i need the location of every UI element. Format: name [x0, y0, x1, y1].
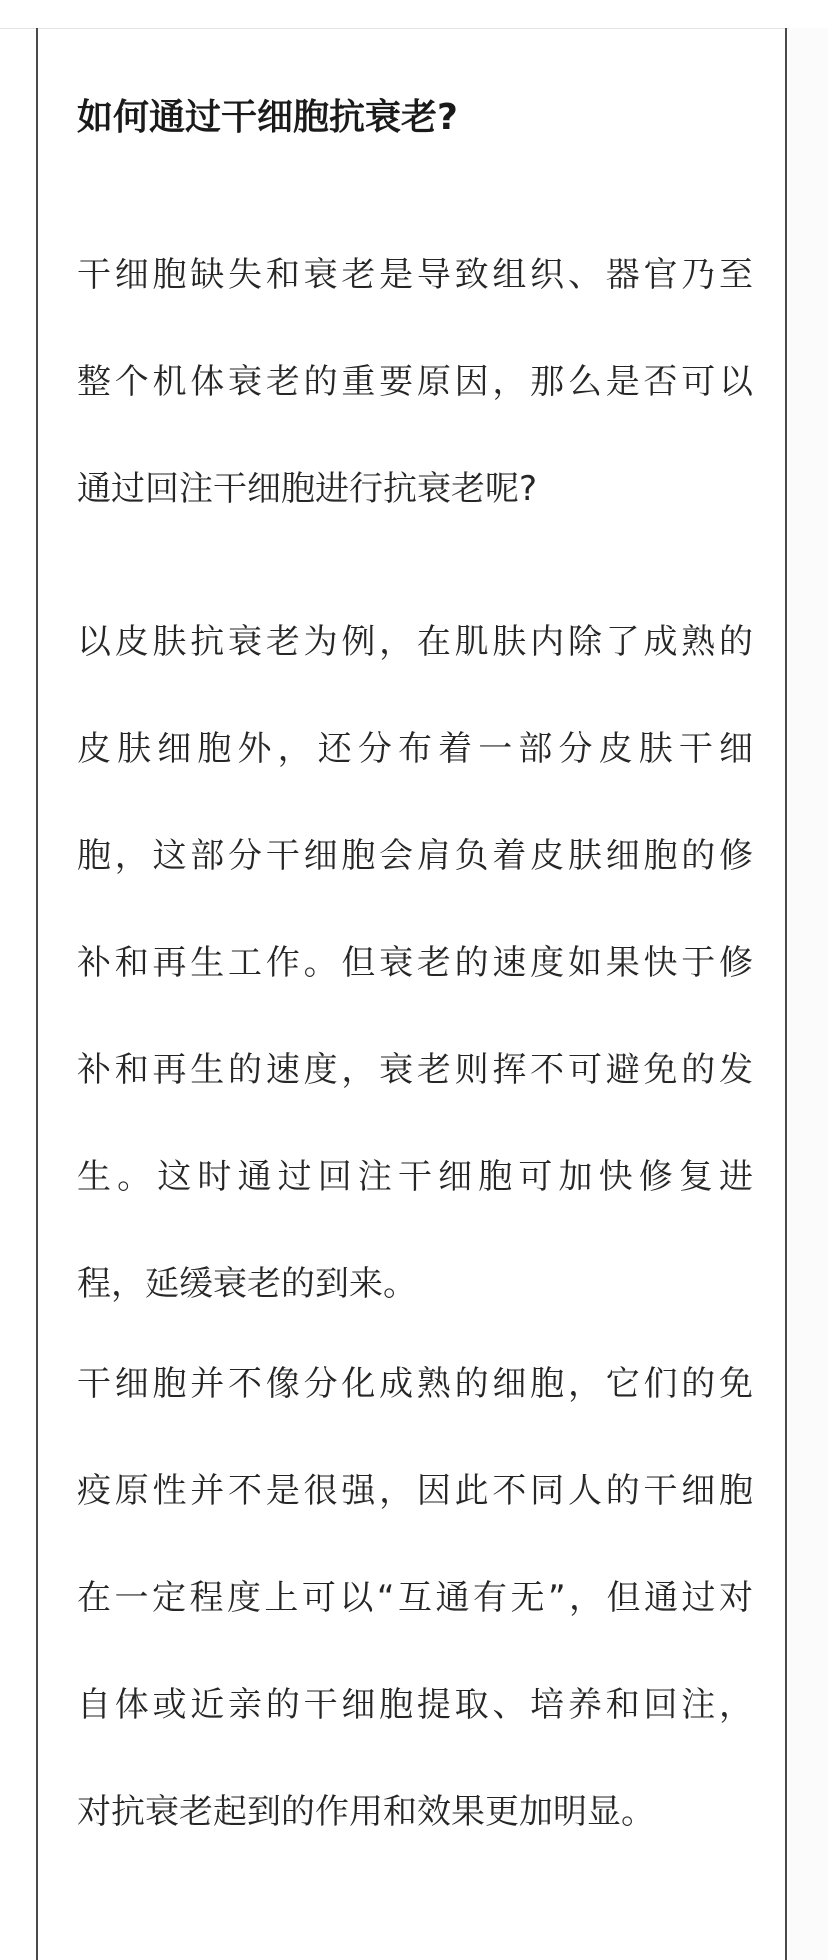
paragraph-line: 皮肤细胞外，还分布着一部分皮肤干细 [77, 729, 753, 769]
paragraph-line: 疫原性并不是很强，因此不同人的干细胞 [77, 1471, 753, 1511]
paragraph-line: 干细胞缺失和衰老是导致组织、器官乃至 [77, 255, 753, 295]
paragraph-line: 整个机体衰老的重要原因，那么是否可以 [77, 362, 753, 402]
paragraph-line: 自体或近亲的干细胞提取、培养和回注， [77, 1685, 753, 1725]
paragraph-3 [77, 1331, 753, 1866]
paragraph-2 [77, 589, 753, 1338]
paragraph-line: 对抗衰老起到的作用和效果更加明显。 [77, 1792, 655, 1832]
right-gutter [789, 28, 828, 1960]
paragraph-line: 胞，这部分干细胞会肩负着皮肤细胞的修 [77, 836, 753, 876]
paragraph-line: 通过回注干细胞进行抗衰老呢? [77, 469, 538, 509]
paragraph-1 [77, 222, 753, 543]
paragraph-line: 干细胞并不像分化成熟的细胞，它们的免 [77, 1364, 753, 1404]
paragraph-line: 补和再生的速度，衰老则挥不可避免的发 [77, 1050, 753, 1090]
paragraph-line: 在一定程度上可以“互通有无”，但通过对 [77, 1578, 753, 1618]
paragraph-line: 以皮肤抗衰老为例，在肌肤内除了成熟的 [77, 622, 753, 662]
paragraph-line: 补和再生工作。但衰老的速度如果快于修 [77, 943, 753, 983]
top-bar [0, 0, 828, 29]
paragraph-line: 生。这时通过回注干细胞可加快修复进 [77, 1157, 753, 1197]
paragraph-line: 程，延缓衰老的到来。 [77, 1264, 417, 1304]
article-title: 如何通过干细胞抗衰老? [77, 97, 458, 138]
